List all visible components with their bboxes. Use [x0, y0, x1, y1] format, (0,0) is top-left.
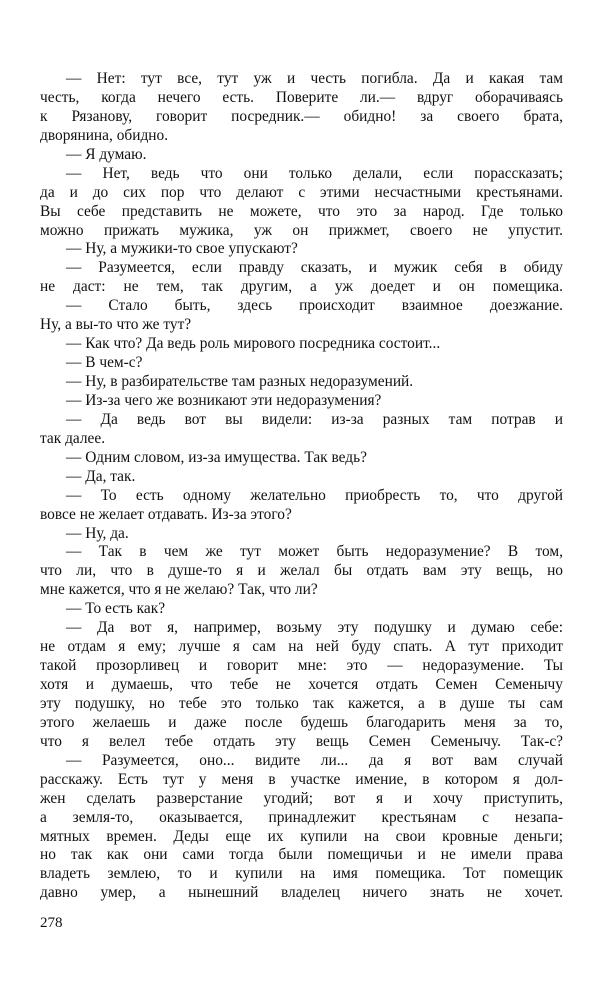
text-line: мятных времен. Деды еще их купили на свои кровные деньги; — [40, 827, 563, 845]
text-line: — Стало быть, здесь происходит взаимное доезжание. — [66, 297, 563, 315]
text-line: — Как что? Да ведь роль мирового посредника состоит... — [66, 335, 441, 353]
text-line: — Нет, ведь что они только делали, если порассказать; — [66, 164, 563, 182]
text-line: не отдам я ему; лучше я сам на ней буду спать. А тут приходит — [40, 638, 563, 656]
text-line: — Да ведь вот вы видели: из-за разных там потрав и — [66, 410, 563, 428]
text-line: вовсе не желает отдавать. Из-за этого? — [40, 505, 292, 523]
text-line: дворянина, обидно. — [40, 126, 169, 144]
text-line: — Разумеется, если правду сказать, и мужик себя в обиду — [66, 259, 563, 277]
text-line: этого желаешь и даже после будешь благодарить меня за то, — [40, 713, 563, 731]
text-line: — В чем-с? — [66, 354, 143, 372]
text-line: расскажу. Есть тут у меня в участке имение, в котором я дол- — [40, 770, 563, 788]
text-line: давно умер, а нынешний владелец ничего знать не хочет. — [40, 884, 563, 902]
text-line: не даст: не тем, так другим, а уж доедет и он помещика. — [40, 278, 563, 296]
text-line: такой прозорливец и говорит мне: это — недоразумение. Ты — [40, 657, 563, 675]
text-line: честь, когда нечего есть. Поверите ли.— вдруг оборачиваясь — [40, 88, 563, 106]
text-line: но так как они сами тогда были помещичьи и не имели права — [40, 846, 563, 864]
text-line: — Ну, в разбирательстве там разных недоразумений. — [66, 373, 414, 390]
text-line: владеть землею, то и купили на имя помещика. Тот помещик — [40, 865, 563, 883]
text-line: да и до сих пор что делают с этими несчастными крестьянами. — [40, 183, 563, 201]
text-line: мне кажется, что я не желаю? Так, что ли? — [40, 581, 318, 599]
text-line: Вы себе представить не можете, что это за народ. Где только — [40, 202, 563, 220]
text-line: к Рязанову, говорит посредник.— обидно! за своего брата, — [40, 107, 563, 125]
text-line: что я велел тебе отдать эту вещь Семен Семенычу. Так-с? — [40, 732, 563, 750]
text-line: — Я думаю. — [66, 145, 147, 163]
text-line: — Да, так. — [66, 467, 136, 485]
text-line: — Нет: тут все, тут уж и честь погибла. Да и какая там — [66, 70, 563, 87]
text-line: — Да вот я, например, возьму эту подушку и думаю себе: — [66, 619, 563, 637]
text-line: — То есть как? — [66, 600, 166, 618]
text-line: а земля-то, оказывается, принадлежит крестьянам с незапа- — [40, 808, 563, 826]
text-line: — То есть одному желательно приобресть то, что другой — [66, 486, 563, 504]
text-line: — Ну, да. — [66, 524, 129, 542]
page-number: 278 — [40, 915, 63, 931]
text-line: — Одним словом, из-за имущества. Так ведь? — [66, 448, 367, 466]
text-line: можно прижать мужика, уж он прижмет, своего не упустит. — [40, 221, 563, 239]
text-line: эту подушку, но тебе это только так кажется, а в душе ты сам — [40, 694, 563, 712]
text-line: жен сделать разверстание угодий; вот я и хочу приступить, — [40, 789, 563, 807]
text-line: — Ну, а мужики-то свое упускают? — [66, 240, 298, 258]
text-line: так далее. — [40, 429, 106, 447]
text-line: хотя и думаешь, что тебе не хочется отдать Семен Семенычу — [40, 676, 563, 693]
text-line: — Из-за чего же возникают эти недоразумения? — [66, 391, 382, 409]
text-line: — Так в чем же тут может быть недоразумение? В том, — [66, 543, 563, 561]
text-line: что ли, что в душе-то я и желал бы отдать вам эту вещь, но — [40, 562, 563, 580]
page-text — [40, 70, 563, 903]
text-line: Ну, а вы-то что же тут? — [40, 316, 192, 334]
text-line: — Разумеется, оно... видите ли... да я вот вам случай — [66, 751, 563, 769]
